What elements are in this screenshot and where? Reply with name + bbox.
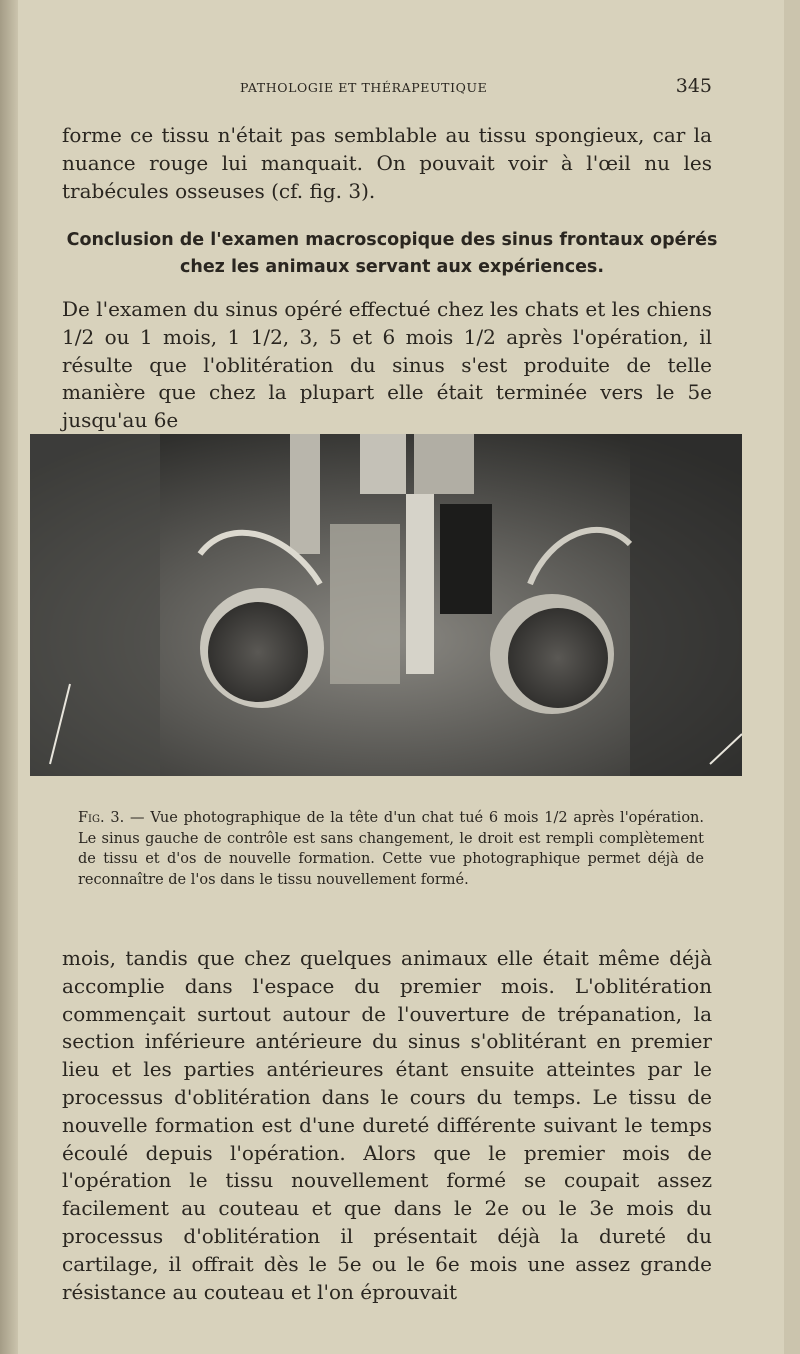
paragraph-middle: De l'examen du sinus opéré effectué chez les chats et les chiens 1/2 ou 1 mois, 1 1/2, 3, 5 et 6 mois 1/2 après l'opération, il résulte que l'oblitération du sinus s'est produite de telle manière que chez la plupart elle était terminée vers le 5e jusqu'au 6e	[62, 297, 712, 433]
paragraph-bottom: mois, tandis que chez quelques animaux elle était même déjà accomplie dans l'espace du premier mois. L'oblitération commençait surtout autour de l'ouverture de trépanation, la section inférieure antérieure du sinus s'oblitérant en premier lieu et les parties antérieures étant ensuite atteintes par le processus d'oblitération dans le cours du temps. Le tissu de nouvelle formation est d'une dureté différente suivant le temps écoulé depuis l'opération. Alors que le premier mois de l'opération le tissu nouvellement formé se coupait assez facilement au couteau et que dans le 2e ou le 3e mois du processus d'oblitération il présentait déjà la dureté du cartilage, il offrait dès le 5e ou le 6e mois une assez grande résistance au couteau et l'on éprouvait	[62, 946, 712, 1304]
page-edge	[0, 0, 18, 1354]
cat-head-photo	[30, 434, 742, 776]
figure-photograph	[30, 434, 742, 776]
figure-caption	[78, 808, 704, 890]
running-title: PATHOLOGIE ET THÉRAPEUTIQUE	[240, 80, 488, 95]
figure-label: Fig. 3.	[78, 810, 125, 826]
section-heading: Conclusion de l'examen macroscopique des sinus frontaux opérés chez les animaux servant aux expériences.	[66, 230, 718, 277]
paragraph-top: forme ce tissu n'était pas semblable au tissu spongieux, car la nuance rouge lui manquait. On pouvait voir à l'œil nu les trabécules osseuses (cf. fig. 3).	[62, 123, 712, 203]
page-header	[62, 75, 712, 102]
caption-text: — Vue photographique de la tête d'un chat tué 6 mois 1/2 après l'opération. Le sinus gauche de contrôle est sans changement, le droit est rempli complètement de tissu et d'os de nouvelle formation. Cette vue photographique permet déjà de reconnaître de l'os dans le tissu nouvellement formé.	[78, 810, 704, 888]
page-number: 345	[675, 75, 712, 97]
